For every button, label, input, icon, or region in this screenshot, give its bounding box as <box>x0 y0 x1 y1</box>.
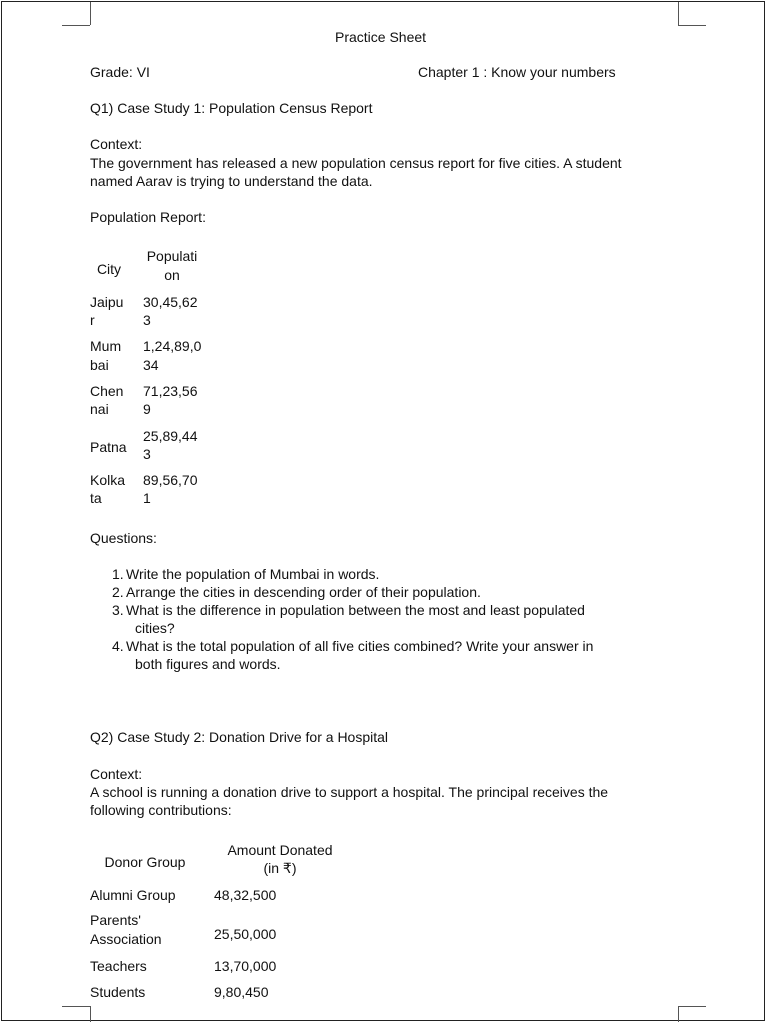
table-cell-donor-group: Teachers <box>90 958 147 974</box>
table-cell-amount: 48,32,500 <box>214 887 277 903</box>
page-title: Practice Sheet <box>335 29 427 45</box>
list-item <box>90 565 670 583</box>
question-number: 4. <box>112 638 124 654</box>
question-text: What is the total population of all five cities combined? Write your answer in <box>126 638 594 654</box>
q2-heading: Q2) Case Study 2: Donation Drive for a Hospital <box>90 729 389 745</box>
table-cell-population: 25,89,44 <box>143 428 198 444</box>
crop-mark-bottom-right-v <box>678 1006 679 1022</box>
table-cell-amount: 25,50,000 <box>214 926 277 942</box>
table-header-donor-group: Donor Group <box>104 854 186 870</box>
list-item <box>90 637 670 673</box>
table-cell-population: 9 <box>143 401 151 417</box>
crop-mark-top-left-v <box>90 2 91 25</box>
crop-mark-bottom-left-h <box>62 1006 90 1007</box>
table-header-amount-2: (in ₹) <box>263 860 297 876</box>
table-cell-population: 34 <box>143 357 159 373</box>
table-cell-donor-group: Parents' <box>90 912 141 928</box>
crop-mark-bottom-right-h <box>678 1006 706 1007</box>
list-item <box>90 601 670 637</box>
q2-context-line1: A school is running a donation drive to support a hospital. The principal receives the <box>90 784 609 800</box>
table-cell-donor-group: Alumni Group <box>90 887 176 903</box>
question-text-cont: both figures and words. <box>135 656 281 672</box>
table-cell-donor-group: Students <box>90 984 146 1000</box>
table-cell-population: 3 <box>143 446 151 462</box>
q1-questions-label: Questions: <box>90 530 157 546</box>
q1-context-line1: The government has released a new population census report for five cities. A student <box>90 155 622 171</box>
question-text: What is the difference in population between the most and least populated <box>126 602 585 618</box>
crop-mark-top-left-h <box>62 25 90 26</box>
q1-context-label: Context: <box>90 136 143 152</box>
table-cell-amount: 13,70,000 <box>214 958 277 974</box>
table-header-population-2: on <box>164 267 180 283</box>
table-cell-city: Kolka <box>90 472 126 488</box>
q2-context-line2: following contributions: <box>90 802 232 818</box>
table-cell-city: r <box>90 312 95 328</box>
table-cell-city: Jaipu <box>90 294 124 310</box>
question-number: 1. <box>112 566 124 582</box>
q2-context-label: Context: <box>90 766 143 782</box>
table-cell-city: Patna <box>90 439 127 455</box>
question-text-cont: cities? <box>135 620 175 636</box>
crop-mark-bottom-left-v <box>90 1006 91 1022</box>
question-number: 3. <box>112 602 124 618</box>
crop-mark-top-right-h <box>678 25 706 26</box>
grade-label: Grade: VI <box>90 64 150 80</box>
q1-heading: Q1) Case Study 1: Population Census Report <box>90 100 373 116</box>
table-cell-city: Mum <box>90 338 122 354</box>
table-cell-city: ta <box>90 490 102 506</box>
table-cell-amount: 9,80,450 <box>214 984 269 1000</box>
table-header-city: City <box>96 261 122 277</box>
q1-question-list <box>90 565 670 673</box>
question-text: Arrange the cities in descending order of their population. <box>126 584 481 600</box>
table-cell-population: 30,45,62 <box>143 294 198 310</box>
table-cell-population: 3 <box>143 312 151 328</box>
table-cell-city: bai <box>90 357 109 373</box>
table-cell-city: nai <box>90 401 109 417</box>
table-header-population-1: Populati <box>146 248 198 264</box>
q1-context-line2: named Aarav is trying to understand the data. <box>90 173 373 189</box>
chapter-label: Chapter 1 : Know your numbers <box>418 64 616 80</box>
q1-report-label: Population Report: <box>90 209 206 225</box>
table-cell-population: 71,23,56 <box>143 383 198 399</box>
question-text: Write the population of Mumbai in words. <box>126 566 380 582</box>
list-item <box>90 583 670 601</box>
table-cell-population: 89,56,70 <box>143 472 198 488</box>
table-cell-population: 1 <box>143 490 151 506</box>
question-number: 2. <box>112 584 124 600</box>
table-cell-donor-group: Association <box>90 931 162 947</box>
table-header-amount-1: Amount Donated <box>227 842 333 858</box>
table-cell-population: 1,24,89,0 <box>143 338 202 354</box>
table-cell-city: Chen <box>90 383 124 399</box>
crop-mark-top-right-v <box>678 2 679 25</box>
